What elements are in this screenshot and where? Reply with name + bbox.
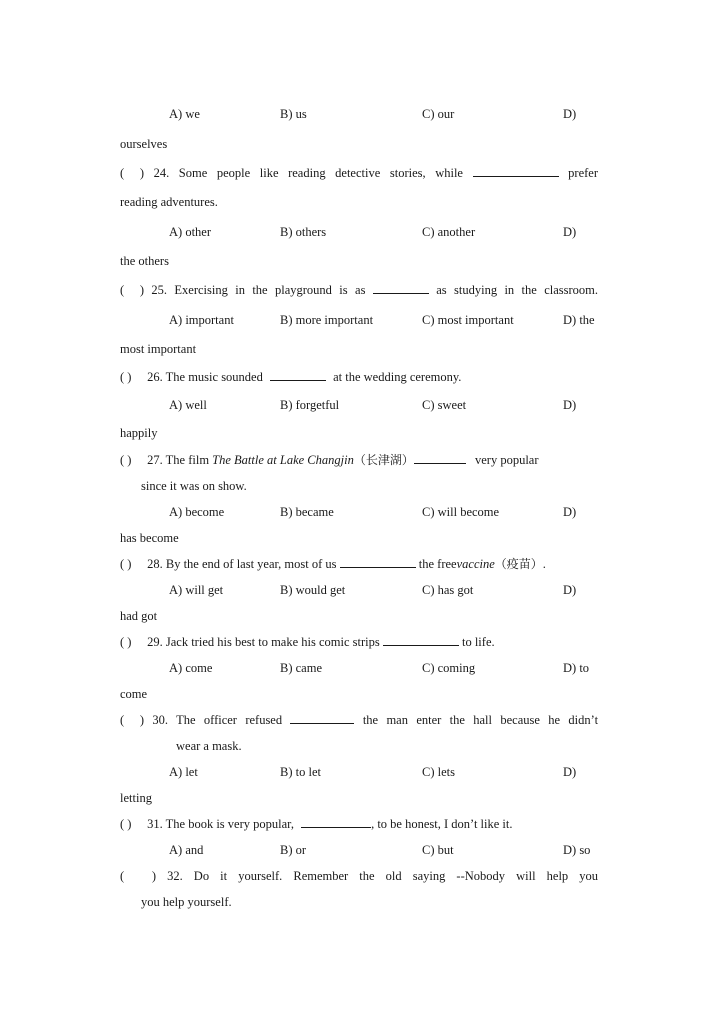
q28-vaccine: vaccine (456, 557, 495, 571)
q30-answer-paren: ( ) (120, 713, 144, 727)
q28-stem-end: . (542, 557, 546, 571)
q29-option-c: C) coming (422, 661, 476, 675)
q25-options (120, 311, 598, 329)
q27-option-d: D) (563, 505, 577, 519)
q27-film-title: The Battle at Lake Changjin (212, 453, 354, 467)
q27-stem-post: very popular (474, 453, 539, 467)
q29-option-b: B) came (280, 661, 322, 675)
q28-option-c: C) has got (422, 583, 474, 597)
q25-stem-post: as studying in the classroom. (436, 283, 599, 297)
q32-stem (120, 867, 598, 885)
q30-stem (120, 711, 598, 729)
q27-stem-cont: since it was on show. (141, 479, 247, 493)
q26-option-c: C) sweet (422, 398, 467, 412)
q30-option-a: A) let (169, 765, 198, 779)
q29-stem (120, 633, 598, 651)
q28-option-d-wrap: had got (120, 609, 158, 623)
q29-blank (383, 633, 459, 646)
q25-option-d: D) the (563, 313, 595, 327)
q27-options (120, 503, 598, 521)
q30-option-c: C) lets (422, 765, 455, 779)
q27-option-d-wrap: has become (120, 531, 179, 545)
q29-stem-post: to life. (461, 635, 495, 649)
q24-option-b: B) others (280, 225, 327, 239)
q24-blank (473, 164, 559, 177)
q28-stem-pre: 28. By the end of last year, most of us (147, 557, 337, 571)
q28-option-b: B) would get (280, 583, 346, 597)
q32-stem-text: 32. Do it yourself. Remember the old saying --Nobody will help you (167, 869, 598, 883)
q24-option-d-wrap: the others (120, 254, 169, 268)
q26-stem-pre: 26. The music sounded (147, 370, 263, 384)
q30-option-b: B) to let (280, 765, 321, 779)
q31-stem (120, 815, 598, 833)
q26-blank (270, 368, 326, 381)
q29-answer-paren: ( ) (120, 635, 132, 649)
q29-option-d-wrap: come (120, 687, 148, 701)
q26-stem-post: at the wedding ceremony. (333, 370, 462, 384)
q25-option-b: B) more important (280, 313, 374, 327)
q28-answer-paren: ( ) (120, 557, 132, 571)
q29-options (120, 659, 598, 677)
q26-answer-paren: ( ) (120, 370, 132, 384)
q30-option-d-wrap: letting (120, 791, 152, 805)
q31-answer-paren: ( ) (120, 817, 132, 831)
q23-option-d: D) (563, 107, 577, 121)
q27-option-a: A) become (169, 505, 225, 519)
q30-stem-cont: wear a mask. (176, 739, 242, 753)
q24-stem-pre: 24. Some people like reading detective stories, while (153, 166, 463, 180)
q31-option-c: C) but (422, 843, 454, 857)
q23-option-a: A) we (169, 107, 200, 121)
q31-options (120, 841, 598, 859)
q30-option-d: D) (563, 765, 577, 779)
q25-stem (120, 281, 598, 299)
q28-chinese-gloss: （疫苗） (494, 557, 543, 571)
q32-stem-cont: you help yourself. (141, 895, 232, 909)
q31-option-a: A) and (169, 843, 204, 857)
q24-option-d: D) (563, 225, 577, 239)
q28-stem-mid: the free (418, 557, 457, 571)
q28-blank (340, 555, 416, 568)
q31-stem-pre: 31. The book is very popular, (147, 817, 294, 831)
q24-option-c: C) another (422, 225, 476, 239)
q25-option-c: C) most important (422, 313, 514, 327)
q31-option-b: B) or (280, 843, 307, 857)
q24-stem (120, 164, 598, 182)
q27-stem-pre: 27. The film (147, 453, 210, 467)
q24-options (120, 223, 598, 241)
q28-options (120, 581, 598, 599)
q25-blank (373, 281, 429, 294)
q28-option-a: A) will get (169, 583, 224, 597)
q24-answer-paren: ( ) (120, 166, 144, 180)
q23-option-b: B) us (280, 107, 307, 121)
q30-stem-post: the man enter the hall because he didn’t (362, 713, 599, 727)
q25-option-a: A) important (169, 313, 234, 327)
q27-chinese-gloss: （长津湖） (353, 453, 414, 467)
q27-option-b: B) became (280, 505, 334, 519)
q28-stem (120, 555, 598, 573)
q29-option-a: A) come (169, 661, 213, 675)
q29-option-d: D) to (563, 661, 590, 675)
q28-option-d: D) (563, 583, 577, 597)
q29-stem-pre: 29. Jack tried his best to make his comic strips (147, 635, 380, 649)
q26-option-d-wrap: happily (120, 426, 158, 440)
q27-blank (414, 451, 466, 464)
q26-options (120, 396, 598, 414)
q24-stem-cont: reading adventures. (120, 195, 218, 209)
q30-blank (290, 711, 354, 724)
q31-stem-post: , to be honest, I don’t like it. (371, 817, 513, 831)
q23-option-c: C) our (422, 107, 455, 121)
q25-answer-paren: ( ) (120, 283, 144, 297)
q31-option-d: D) so (563, 843, 591, 857)
q31-blank (301, 815, 371, 828)
q26-option-d: D) (563, 398, 577, 412)
q32-answer-paren: ( ) (120, 869, 156, 883)
q27-option-c: C) will become (422, 505, 500, 519)
q24-option-a: A) other (169, 225, 211, 239)
q26-option-a: A) well (169, 398, 207, 412)
q27-stem (120, 451, 598, 469)
q30-options (120, 763, 598, 781)
q30-stem-pre: 30. The officer refused (152, 713, 283, 727)
q23-options (120, 105, 598, 123)
q23-option-d-wrap: ourselves (120, 137, 168, 151)
q25-option-d-wrap: most important (120, 342, 197, 356)
q26-option-b: B) forgetful (280, 398, 340, 412)
q27-answer-paren: ( ) (120, 453, 132, 467)
q26-stem (120, 368, 598, 386)
q24-stem-post: prefer (568, 166, 599, 180)
q25-stem-pre: 25. Exercising in the playground is as (151, 283, 366, 297)
